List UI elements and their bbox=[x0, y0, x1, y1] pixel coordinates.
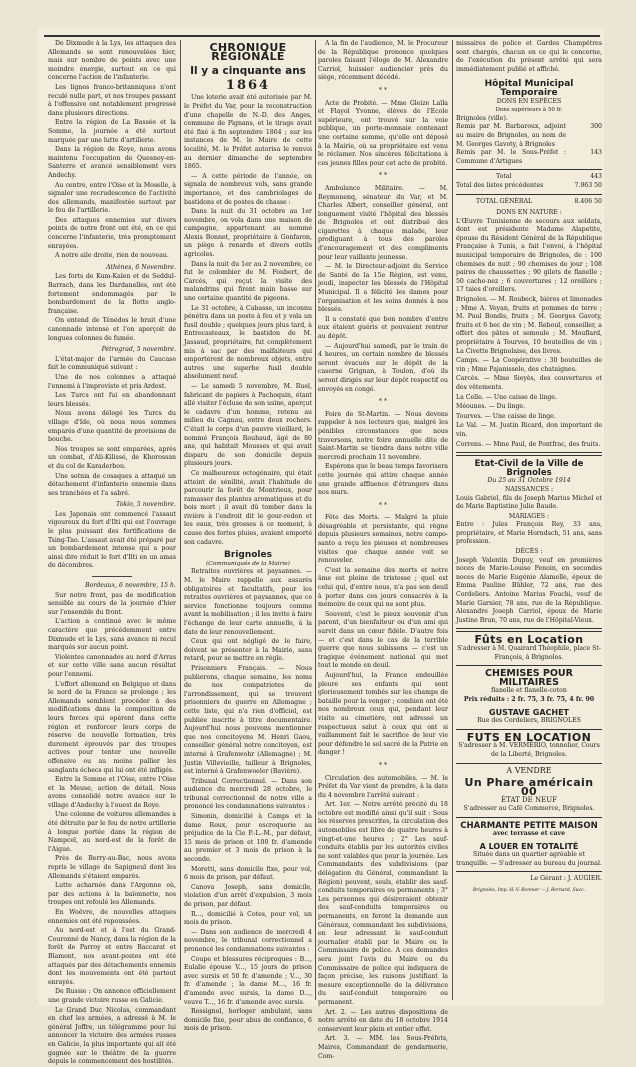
column-divider bbox=[180, 40, 181, 1000]
dons-nature-heading: DONS EN NATURE : bbox=[496, 209, 562, 217]
dateline: Pétrograd, 5 novembre. bbox=[101, 346, 176, 354]
war-paragraph: Entre la région de La Bassée et la Somme, la journée a été surtout marquée par une lutte d'artillerie. bbox=[48, 119, 176, 144]
etat-civil-dates: Du 25 au 31 Octobre 1914 bbox=[487, 477, 571, 485]
dons-especes-sub: Dons supérieurs à 50 fr. bbox=[495, 107, 563, 114]
notices-column bbox=[456, 40, 602, 1000]
donation-label: Remis par M. le Sous-Préfet : Commune d'Artigues bbox=[456, 149, 566, 165]
war-paragraph: Au nord-est et à l'est du Grand-Couronné de Nancy, dans la région de la forêt de Parroy et entre Baccarat et Blamont, nos avant-postes ont été attaqués par des détachements ennemis dont les mouvements ont été partout enrayés. bbox=[48, 927, 176, 986]
notice-paragraph: Méounes. — Du linge. bbox=[456, 403, 526, 411]
brignoles-paragraph: Ceux qui ont négligé de le faire, doivent se présenter à la Mairie, sans retard, pour se mettre en règle. bbox=[184, 638, 312, 663]
divider bbox=[456, 628, 602, 632]
chronique-paragraph: — Le samedi 5 novembre, M. Ruel, fabricant de papiers à Pachoquin, étant allé visiter l'écluse de son usine, aperçut le cadavre d'un homme, retenu au milieu du Cagnau, entre deux rochers. C'était le corps d'un pauvre vieillard, le nommé François Rouhaud, âgé de 80 ans, qui habitait Mousses et qui avait disparu de son domicile depuis plusieurs jours. bbox=[184, 382, 312, 468]
section-title: CHRONIQUE RÉGIONALE bbox=[209, 41, 287, 63]
grand-total-row bbox=[456, 198, 602, 207]
ad-title: CHEMISES POUR MILITAIRES bbox=[485, 668, 573, 688]
brignoles-paragraph: Canova Joseph, sans domicile, violation d'un arrêt d'expulsion, 3 mois de prison, par défaut. bbox=[184, 883, 312, 908]
war-paragraph: Le Grand Duc Nicolas, commandant en chef les armées, a adressé à M. le général Joffre, un télégramme pour lui annoncer la victoire des armées russes en Galicie, la plus importante qui ait été gagnée sur le théâtre de la guerre depuis le commencement des hostilités. bbox=[48, 1006, 176, 1066]
news-paragraph: Art. 1er. — Notre arrêté précité du 18 octobre est modifié ainsi qu'il suit : Sous les réserves prescrites, la circulation des automobiles est libre de quatre heures à vingt-et-une heures ; 2° Les sauf-conduits établis par les autorités civiles ne sont valables que pour la journée. Les Commandants des subdivisions (par délégation du Général, commandant la Région) peuvent, seuls, établir des sauf-conduits temporaires ou permanents ; 3° Les personnes qui désireraient obtenir des sauf-conduits temporaires ou permanents, en feront la demande aux Généraux, commandant les subdivisions, en leur adressant le sauf-conduit journalier établi par le Maire ou le Commissaire de police. A ces demandes sera joint l'avis du Maire ou du Commissaire de police qui indiquera de façon précise, les raisons justifiant la mesure exceptionnelle de la délivrance du sauf-conduit temporaire ou permanent. bbox=[318, 801, 448, 1006]
news-paragraph: Acte de Probité. — Mme Gleize Laïla et Flayol Yvonne, élèves de l'Ecole supérieure, ont trouvé sur la voie publique, un porte-monnaie contenant une certaine somme, qu'elle ont déposé à la Mairie, où sa propriétaire est venu le réclamer. Nos sincères félicitations à ces jeunes filles pour cet acte de probité. bbox=[318, 99, 448, 167]
war-paragraph: A notre aile droite, rien de nouveau. bbox=[55, 252, 169, 260]
news-paragraph: Art. 2. — Les autres dispositions de notre arrêté en date du 18 octobre 1914 conservent leur plein et entier effet. bbox=[318, 1008, 448, 1033]
notice-paragraph: Tourves. — Une caisse de linge. bbox=[456, 412, 556, 420]
donation-row bbox=[456, 149, 602, 166]
war-paragraph: Des attaques ennemies sur divers points de notre front ont été, en ce qui concerne l'infanterie, très promptement enrayées. bbox=[48, 216, 176, 250]
war-news-column bbox=[48, 40, 177, 1066]
brignoles-paragraph: Rossignol, horloger ambulant, sans domicile fixe, pour abus de confiance, 6 mois de prison. bbox=[184, 1008, 312, 1033]
ad-text: Située dans un quartier agréable et tranquille. — S'adresser au bureau du journal. bbox=[456, 851, 602, 867]
war-paragraph: L'effort allemand en Belgique et dans le nord de la France se prolonge ; les Allemands semblent procéder à des modifications dans la composition de leurs forces qui opèrent dans cette région et renforcer leurs corps de réserve de nouvelle formation, très durement éprouvés par des troupes actives pour tenter une nouvelle offensive ou au moins pallier les sanglants échecs qui lui ont été infligés. bbox=[48, 680, 176, 774]
war-paragraph: Les forts de Kum-Kalen et de Seddul-Barrach, dans les Dardanelles, ont été fortement endommagés par le bombardement de la flotte anglo-française. bbox=[48, 273, 176, 315]
war-paragraph: Nous avons délogé les Turcs du village d'Ide, où nous nous sommes emparés d'une quantité de provisions de bouche. bbox=[48, 410, 176, 444]
news-paragraph: Foire de St-Martin. — Nous devons rappeler à nos lecteurs que, malgré les pénibles circonstances que nous traversons, notre foire annuelle dite de Saint-Martin se tiendra dans notre ville mercredi prochain 11 novembre. bbox=[318, 410, 448, 461]
gerant-signature: Le Gérant : J. AUGIER. bbox=[530, 875, 602, 883]
brignoles-paragraph: — Dans son audience de mercredi 4 novembre, le tribunal correctionnel a prononcé les condamnations suivantes : bbox=[184, 928, 312, 953]
previous-total-row bbox=[456, 182, 602, 191]
war-paragraph: Une colonne de voitures allemandes a été détruite par le feu de notre artillerie à longue portée dans la région de Nampcel, au nord-est de la forêt de l'Aigue. bbox=[48, 811, 176, 853]
chronique-paragraph: Dans la nuit du 31 octobre au 1er novembre, on vola dans une maison de campagne, appartenant au nommé Alexis Bonnet, propriétaire à Gonfaron, un piège à renards et divers outils agricoles. bbox=[184, 208, 312, 259]
ad-text: S'adresser à M. VERMÉRIO, tonnelier, Cours de la Liberté, Brignoles. bbox=[458, 742, 600, 758]
chronique-column bbox=[184, 40, 312, 1033]
hospital-title: Hôpital Municipal Temporaire bbox=[484, 79, 574, 98]
ad-merchant: GUSTAVE GACHET bbox=[489, 707, 569, 717]
war-paragraph: Près de Berry-au-Bac, nous avons repris le village de Sapigneul dont les Allemands s'étaient emparés. bbox=[48, 855, 176, 880]
ad-text: flanelle et flanelle-coton bbox=[491, 687, 567, 695]
notice-paragraph: Joseph Valentin Dupuy, veuf en premières noces de Marie-Louise Penoin, en secondes noces de Marie Eugénie Alamelle, époux de Emma Pauline Bühler, 72 ans, rue des Cordeliers. Antoine Marius Fouchi, veuf de Marie Garnier, 78 ans, rue de la République. Alexandre Joseph Carriol, époux de Marie Justine Brun, 70 ans, rue de l'Hôpital-Vieux. bbox=[456, 556, 602, 624]
asterism: * * bbox=[378, 398, 388, 406]
news-paragraph: — M. le Directeur-adjoint du Service de Santé de la 15e Région, est venu, jeudi, inspecter les blessés de l'Hôpital Municipal. Il a félicité les dames pour l'organisation et les soins donnés à nos blessés. bbox=[318, 263, 448, 314]
war-paragraph: De Dixmude à la Lys, les attaques des Allemands se sont renouvelées hier, mais sur nombre de points avec une moindre énergie, surtout en ce qui concerne l'action de l'infanterie. bbox=[48, 40, 176, 82]
previous-total-value: 7.963 50 bbox=[574, 181, 602, 189]
printer-imprint: Brignoles, Imp. H.-V. Bonnier — J. Bernard, Succ. bbox=[472, 888, 586, 894]
war-paragraph: Les lignes franco-britanniques n'ont reculé nulle part, et nos troupes passant à l'offensive ont notablement progressé dans plusieurs directions. bbox=[48, 83, 176, 117]
year-heading: 1864 bbox=[225, 77, 271, 93]
donation-value: 143 bbox=[590, 149, 602, 157]
ad-title: CHARMANTE PETITE MAISON bbox=[460, 820, 598, 831]
local-news-column bbox=[318, 40, 448, 1060]
news-paragraph: Circulation des automobiles. — M. le Préfet du Var vient de prendre, à la date du 4 novembre l'arrêté suivant : bbox=[318, 774, 448, 799]
column-divider bbox=[315, 40, 316, 1000]
top-rule bbox=[44, 35, 600, 37]
war-paragraph: De Russie : On annonce officiellement une grande victoire russe en Galicie. bbox=[48, 988, 176, 1004]
divider bbox=[456, 871, 602, 872]
ad-kicker: A VENDRE bbox=[506, 765, 552, 775]
war-paragraph: Les Japonais ont commencé l'assaut vigoureux du fort d'Ilti qui est l'ouvrage le plus puissant des fortifications de Tsing-Tao. L'assaut avait été préparé par un bombardement intense qui a pour ainsi dire réduit le fort d'Ilti en un amas de décombres. bbox=[48, 510, 177, 570]
news-paragraph: Fête des Morts. — Malgré la pluie désagréable et persistante, qui règne depuis plusieurs semaines, notre campo-santo a reçu les pieuses et nombreuses visites que chaque année voit se renouveler. bbox=[318, 514, 448, 565]
total-value: 443 bbox=[590, 173, 602, 181]
brignoles-heading: Brignoles bbox=[224, 550, 272, 561]
divider bbox=[456, 729, 602, 730]
chronique-paragraph: — A cette période de l'année, on signala de nombreux vols, sans grande importance, et des cambriolages de bastidons et de postes de chasse : bbox=[184, 172, 312, 206]
mariages-heading: MARIAGES : bbox=[508, 512, 550, 520]
total-row bbox=[456, 173, 602, 182]
chronique-paragraph: Ce malheureux octogénaire, qui était atteint de sénilité, avait l'habitude de parcourir la forêt de Montrieux, pour ramasser des plantes aromatiques et du bois mort ; il avait dû tomber dans la rivière à l'endroit dit le gour-redon et les eaux, très grosses à ce moment, à cause des fortes pluies, avaient emporté son cadavre. bbox=[184, 469, 312, 546]
ad-text: S'adresser à M. Quairard Théophile, place St-François, à Brignoles. bbox=[457, 645, 601, 661]
asterism: * * bbox=[378, 172, 388, 180]
war-paragraph: Une de nos colonnes a attaqué l'ennemi à l'improviste et pris Ardost. bbox=[48, 373, 176, 390]
notice-paragraph: Correns. — Mme Paul, de Pontfrac, des fruits. bbox=[456, 440, 601, 448]
brignoles-subheading: (Communiqués de la Mairie) bbox=[206, 560, 290, 567]
brignoles-paragraph: Retraites ouvrières et paysannes. — M. le Maire rappelle aux assurés obligatoires et facultatifs, pour les retraites ouvrières et paysannes, que ce service fonctionne toujours comme avant la mobilisation ; il les invite à faire l'échange de leur carte annuelle, à la date de leur renouvellement. bbox=[184, 568, 312, 636]
news-paragraph: Ambulance Militaire. — M. Reymonenq, sénateur du Var, et M. Charles Albert, conseiller général, ont longuement visité l'hôpital des blessés de Brignoles et ont distribué des cigarettes à chaque malade, leur prodiguant à tous des paroles d'encouragement et des compliments pour leur vaillante jeunesse. bbox=[318, 184, 448, 261]
news-paragraph: A la fin de l'audience, M. le Procureur de la République prononce quelques paroles faisant l'éloge de M. Alexandre Carriol, huissier audiencier près du siège, récemment décédé. bbox=[318, 40, 448, 82]
asterism: * * bbox=[378, 761, 388, 769]
deces-heading: DÉCÈS : bbox=[515, 548, 543, 556]
war-paragraph: Au centre, entre l'Oise et la Moselle, à signaler une recrudescence de l'activité des allemands, manifestée surtout par le feu de l'artillerie. bbox=[48, 181, 176, 215]
dateline: Athènes, 6 Novembre. bbox=[106, 263, 176, 271]
divider bbox=[456, 194, 602, 195]
notice-paragraph: missaires de police et Gardes Champêtres sont chargés, chacun en ce qui le concerne, de l'exécution du présent arrêté qui sera immédiatement publié et affiché. bbox=[456, 40, 602, 73]
news-paragraph: — Aujourd'hui samedi, par le train de 4 heures, un certain nombre de blessés seront évacués sur le dépôt de la caserne Grignan, à Toulon, d'où ils seront dirigés sur leur dépôt respectif ou envoyés en congé. bbox=[318, 342, 448, 393]
war-paragraph: Lutte acharnée dans l'Argonne où, par des actions à la baïonnette, nos troupes ont refoulé les Allemands. bbox=[48, 882, 176, 907]
war-paragraph: L'état-major de l'armée du Caucase fait le communiqué suivant : bbox=[48, 355, 176, 372]
dons-especes-heading: DONS EN ESPÈCES bbox=[496, 97, 562, 105]
notice-paragraph: Le Val. — M. Justin Ricard, don important de vin. bbox=[456, 422, 602, 438]
grand-total-label: TOTAL GÉNÉRAL bbox=[476, 197, 533, 205]
ad-address: S'adresser au Café Commerce, Brignoles. bbox=[463, 804, 595, 812]
divider bbox=[456, 817, 602, 818]
war-paragraph: On entend de Ténédos le bruit d'une canonnade intense et l'on aperçoit de longues colonnes de fumée. bbox=[48, 317, 176, 342]
notice-paragraph: La Celle. — Une caisse de linge. bbox=[456, 393, 557, 401]
war-paragraph: Une sotnia de cosaques a attaqué un détachement d'infanterie ennemie dans ses tranchées et l'a sabré. bbox=[48, 472, 176, 497]
notice-paragraph: Entre : Jules François Rey, 33 ans, propriétaire, et Marie Horndsch, 51 ans, sans profession. bbox=[456, 521, 602, 546]
war-paragraph: Dans la région de Roye, nous avons maintenu l'occupation de Quesnoy-en-Santerre et avancé sensiblement vers Andechy. bbox=[48, 146, 176, 179]
war-paragraph: Violentes canonnades au nord d'Arras et sur cette ville sans aucun résultat pour l'ennemi. bbox=[48, 653, 176, 678]
brignoles-paragraph: Coupe et blessures réciproques : B..., Eulalie épouse V..., 15 jours de prison avec sursis et 50 fr. d'amende ; V..., 30 fr. d'amende ; la dame M..., 16 fr. d'amende avec sursis, la dame D..., veuve T..., 16 fr. d'amende avec sursis. bbox=[184, 955, 312, 1006]
war-paragraph: Les Turcs ont fui en abandonnant leurs blessés. bbox=[48, 392, 176, 408]
ad-subtitle: ÉTAT DE NEUF bbox=[501, 796, 557, 805]
asterism: * * bbox=[378, 86, 388, 94]
naissances-heading: NAISSANCES : bbox=[504, 485, 554, 493]
etat-civil-title: Etat-Civil de la Ville de Brignoles bbox=[474, 459, 584, 478]
separator bbox=[92, 576, 132, 577]
war-paragraph: L'action a continué avec le même caractère que précédemment entre Dixmude et la Lys, sans avance ni recul marqués sur aucun point. bbox=[48, 618, 176, 652]
brignoles-paragraph: Prisonniers Français. — Nous publierons, chaque semaine, les noms de nos compatriotes de l'arrondissement, qui se trouvent prisonniers de guerre en Allemagne ; cette liste, qui n'a rien d'officiel, est publiée inscrite à titre documentaire. Aujourd'hui nous pouvons mentionner que nos concitoyens M. Henri Gaou, conseiller général notre concitoyen, est interné à Grafenwohr (Allemagne) ; M. Justin Villevieille, tailleur à Brignoles, est interné à Grafenwoeler (Bavière). bbox=[184, 664, 312, 776]
divider bbox=[456, 452, 602, 456]
chronique-paragraph: Le 31 octobre, à Cabasse, un inconnu pénétra dans un poste à feu et y vola un fusil double ; quelques jours plus tard, à Entrecasteaux, le bastidon de M. Jassaud, propriétaire, fut complètement mis à sac par des malfaiteurs qui emportèrent de nombreux objets, entre autres une superbe fusil double absolument neuf. bbox=[184, 304, 312, 381]
news-paragraph: C'est la semaine des morts et notre âme est pleine de tristesse ; quel est celui qui, d'entre nous, n'a pas son deuil à porter dans ces jours consacrés à la mémoire de ceux qui ne sont plus. bbox=[318, 566, 448, 609]
news-paragraph: Il a constaté que bon nombre d'entre eux étaient guéris et pouvaient rentrer au dépôt. bbox=[318, 315, 448, 340]
grand-total-value: 8.406 50 bbox=[574, 197, 602, 205]
section-subtitle: Il y a cinquante ans bbox=[190, 65, 306, 78]
total-label: Total bbox=[496, 173, 512, 181]
donation-value: 300 bbox=[590, 123, 602, 131]
ad-address: Rue des Cordeliers, BRIGNOLES bbox=[477, 717, 581, 725]
divider bbox=[456, 169, 602, 170]
news-paragraph: Art. 3. — MM. les Sous-Préfets, Maires, Commandant de gendarmerie, Com- bbox=[318, 1035, 448, 1060]
divider bbox=[456, 763, 602, 764]
chronique-paragraph: Une loterie avait été autorisée par M. le Préfet du Var, pour la reconstruction d'une chapelle de N.-D. des Anges, commune de Pignans, et le tirage avait été fixé à fin septembre 1864 ; sur les instances de M. le Maire de cette localité, M. le Préfet autorisa le renvoi au dernier dimanche de septembre 1865. bbox=[184, 94, 312, 171]
donation-row bbox=[456, 123, 602, 149]
ad-price: Prix réduits : 2 fr. 75, 3 fr. 75, 4 fr. 90 bbox=[463, 695, 595, 703]
asterism: * * bbox=[378, 501, 388, 509]
notice-paragraph: Carcès. — Mme Sieyès, des couvertures et des vêtements. bbox=[456, 375, 602, 391]
notice-paragraph: Brignoles. — M. Roubeck, bières et limonades ; Mme A. Veyan, fruits et pommes de terre ; M. Paul Bondis, fruits ; M. Georges Gavoty, fruits et 6 bec de vin ; M. Reboul, conseiller, a offert des pâtes et semoule ; M. Mouflard, propriétaire à Tourves, 10 bouteilles de vin ; La Civette Brignolaise, des livres. bbox=[456, 296, 602, 355]
notice-paragraph: Camps. — La Coopérative : 30 bouteilles de vin ; Mme Pajanissele, des chataignes. bbox=[456, 357, 602, 373]
ad-title: Fûts en Location bbox=[474, 633, 584, 647]
notice-paragraph: L'Œuvre Tunisienne de secours aux soldats, dont est présidente Madame Alapetite, épouse du Résident Général de la République Française à Tunis, a fait l'envoi, à l'hôpital municipal temporaire de Brignoles, de : 100 chemises de nuit ; 90 chemises de jour ; 108 paires de chaussettes ; 90 gilets de flanelle ; 50 cache-nez ; 6 couvertures ; 12 oreillers ; 17 taies d'oreillers. bbox=[456, 217, 602, 294]
ad-subtitle: avec terrasse et cave bbox=[492, 830, 566, 838]
news-paragraph: Aujourd'hui, la France endeuillée pleure ses enfants qui sont glorieusement tombés sur les champs de bataille pour la venger ; combien ont été nos nombreux ceux qui, pendant leur visite au cimetière, ont adressé un respectueux salut à ceux qui ont si vaillamment fait le sacrifice de leur vie pour défendre le sol sacré de la Patrie en danger ! bbox=[318, 671, 448, 757]
ad-title: FUTS EN LOCATION bbox=[466, 730, 592, 744]
divider bbox=[456, 665, 602, 666]
ad-kicker: A LOUER EN TOTALITÉ bbox=[479, 841, 579, 851]
brignoles-paragraph: Simonin, domicilié à Camps et la dame Roux, pour escroquerie au préjudice de la Cie P.-L.-M., par défaut, 15 mois de prison et 100 fr. d'amende au premier et 3 mois de prison à la seconde. bbox=[184, 813, 312, 864]
brignoles-paragraph: Tribunal Correctionnel. — Dans son audience du mercredi 28 octobre, le tribunal correctionnel de notre ville a prononcé les condamnations suivantes : bbox=[184, 777, 312, 811]
news-paragraph: Espérons que le beau temps favorisera cette journée qui attire chaque année une grande affluence d'étrangers dans nos murs. bbox=[318, 463, 448, 497]
war-paragraph: En Woëvre, de nouvelles attaques ennemies ont été repoussées. bbox=[48, 909, 176, 925]
chronique-paragraph: Dans la nuit du 1er au 2 novembre, ce fut le colombier de M. Foubert, de Carcès, qui reçut la visite des malandrins qui firent main basse sur une certaine quantité de pigeons. bbox=[184, 260, 312, 303]
donation-label: Remis par M. Barbaroux, adjoint au maire de Brignoles, au nom de M. Georges Gavoty, à Brignoles bbox=[456, 123, 566, 148]
brignoles-paragraph: R..., domicilié à Cotes, pour vol, un mois de prison. bbox=[184, 910, 312, 927]
war-paragraph: Nos troupes se sont emparées, après un combat, d'Ali-Kilissé, de Khorossan et du col de Karaderbou. bbox=[48, 445, 176, 470]
dateline: Bordeaux, 6 novembre, 15 h. bbox=[85, 582, 176, 590]
dateline: Tokio, 5 novembre. bbox=[116, 501, 176, 509]
news-paragraph: Souvent, c'est le pieux souvenir d'un parent, d'un bienfaiteur ou d'un ami qui survit dans un cœur fidèle. D'autre fois — et c'est dans le cas de la terrible guerre que nous subissons — c'est un tragique événement national qui met tout le monde en deuil. bbox=[318, 610, 448, 670]
ad-title: Un Phare américain 00 bbox=[464, 776, 594, 798]
brignoles-paragraph: Moretti, sans domicile fixe, pour vol, 6 mois de prison, par défaut. bbox=[184, 865, 312, 882]
column-divider bbox=[452, 40, 453, 1000]
brignoles-ville: Brignoles (ville). bbox=[456, 114, 508, 122]
war-paragraph: Sur notre front, pas de modification sensible au cours de la journée d'hier sur l'ensemble du front. bbox=[48, 591, 176, 616]
notice-paragraph: Louis Gabriel, fils de Joseph Marius Michel et de Marie Baptistine Julie Baude. bbox=[456, 494, 602, 511]
war-paragraph: Entre la Somme et l'Oise, entre l'Oise et la Meuse, action de détail. Nous avons consolidé notre avance sur le village d'Andechy à l'ouest de Roye. bbox=[48, 776, 176, 809]
previous-total-label: Total des listes précédentes bbox=[456, 181, 544, 189]
